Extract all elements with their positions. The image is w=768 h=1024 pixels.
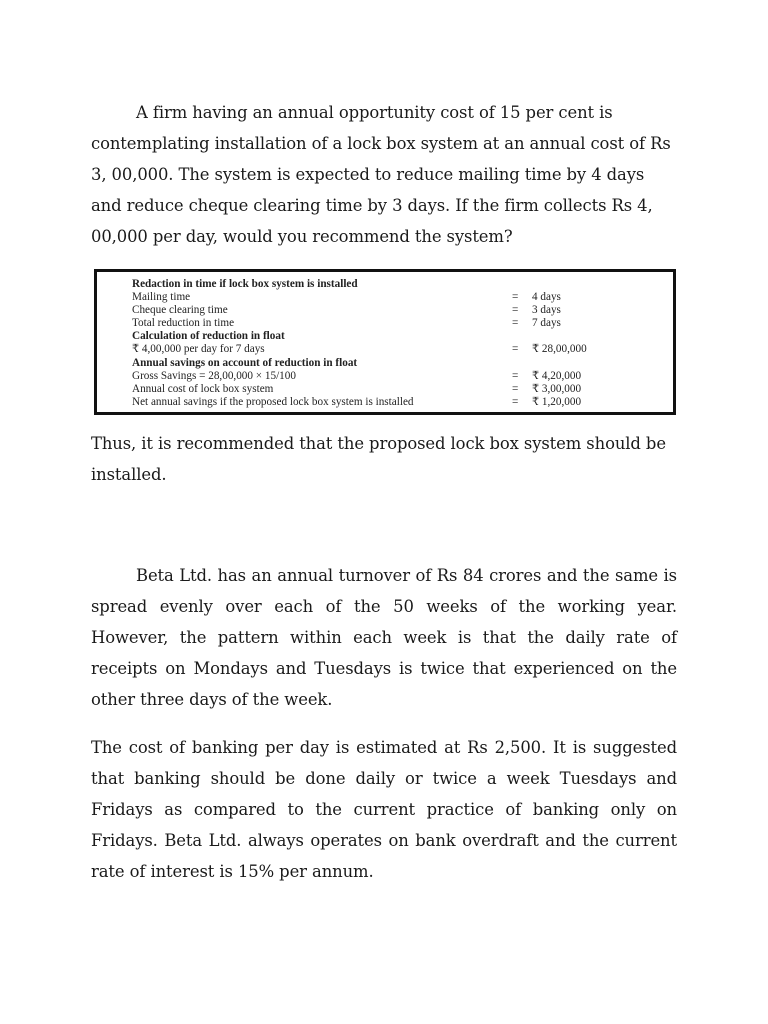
solution-row-label: Total reduction in time xyxy=(132,317,235,330)
solution-line-row xyxy=(132,317,665,330)
solution-line-row xyxy=(132,291,665,304)
solution-row-value: 7 days xyxy=(532,317,561,330)
solution-line-row xyxy=(132,304,665,317)
solution-section-heading-row xyxy=(132,278,665,291)
solution-row-value: ₹ 28,00,000 xyxy=(532,343,587,356)
solution-row-label: Annual cost of lock box system xyxy=(132,382,274,395)
solution-row-label: Annual savings on account of reduction in float xyxy=(132,356,358,369)
beta-ltd-turnover-paragraph: Beta Ltd. has an annual turnover of Rs 84 crores and the same is spread evenly over each of the 50 weeks of the working year. However, the pattern within each week is that the daily rate of receipts on Mondays and Tuesdays is twice that experienced on the other three days of the week. xyxy=(91,566,677,709)
solution-row-equals: = xyxy=(512,317,519,330)
solution-row-equals: = xyxy=(512,369,519,382)
conclusion-paragraph: Thus, it is recommended that the proposed lock box system should be installed. xyxy=(91,434,666,484)
solution-row-equals: = xyxy=(512,382,519,395)
solution-row-value: 3 days xyxy=(532,304,561,317)
solution-row-value: ₹ 4,20,000 xyxy=(532,369,582,382)
solution-row-label: Net annual savings if the proposed lock box system is installed xyxy=(132,395,414,408)
solution-row-label: ₹ 4,00,000 per day for 7 days xyxy=(132,343,265,356)
solution-row-label: Mailing time xyxy=(132,291,191,304)
solution-row-label: Redaction in time if lock box system is installed xyxy=(132,278,358,290)
solution-row-label: Cheque clearing time xyxy=(132,304,228,317)
lock-box-question-paragraph: A firm having an annual opportunity cost of 15 per cent is contemplating installation of a lock box system at an annual cost of Rs 3, 00,000. The system is expected to reduce mailing time by 4 days and reduce cheque clearing time by 3 days. If the firm collects Rs 4, 00,000 per day, would you recommend the system? xyxy=(91,103,671,246)
solution-row-equals: = xyxy=(512,343,519,356)
solution-line-row xyxy=(132,370,665,383)
solution-section-heading-row xyxy=(132,330,665,343)
solution-row-equals: = xyxy=(512,304,519,317)
solution-row-label: Calculation of reduction in float xyxy=(132,330,285,343)
solution-line-row xyxy=(132,343,665,356)
solution-row-value: 4 days xyxy=(532,291,561,304)
solution-row-equals: = xyxy=(512,395,519,408)
solution-row-value: ₹ 3,00,000 xyxy=(532,382,582,395)
solution-section-heading-row xyxy=(132,357,665,370)
banking-cost-paragraph: The cost of banking per day is estimated at Rs 2,500. It is suggested that banking should be done daily or twice a week Tuesdays and Fridays as compared to the current practice of banking only on Fridays. Beta Ltd. always operates on bank overdraft and the current rate of interest is 15% per annum. xyxy=(91,738,677,881)
solution-rows xyxy=(132,278,665,409)
lock-box-solution-table xyxy=(94,269,676,415)
solution-row-value: ₹ 1,20,000 xyxy=(532,395,582,408)
solution-row-label: Gross Savings = 28,00,000 × 15/100 xyxy=(132,369,296,382)
solution-row-equals: = xyxy=(512,291,519,304)
solution-line-row xyxy=(132,396,665,409)
solution-line-row xyxy=(132,383,665,396)
